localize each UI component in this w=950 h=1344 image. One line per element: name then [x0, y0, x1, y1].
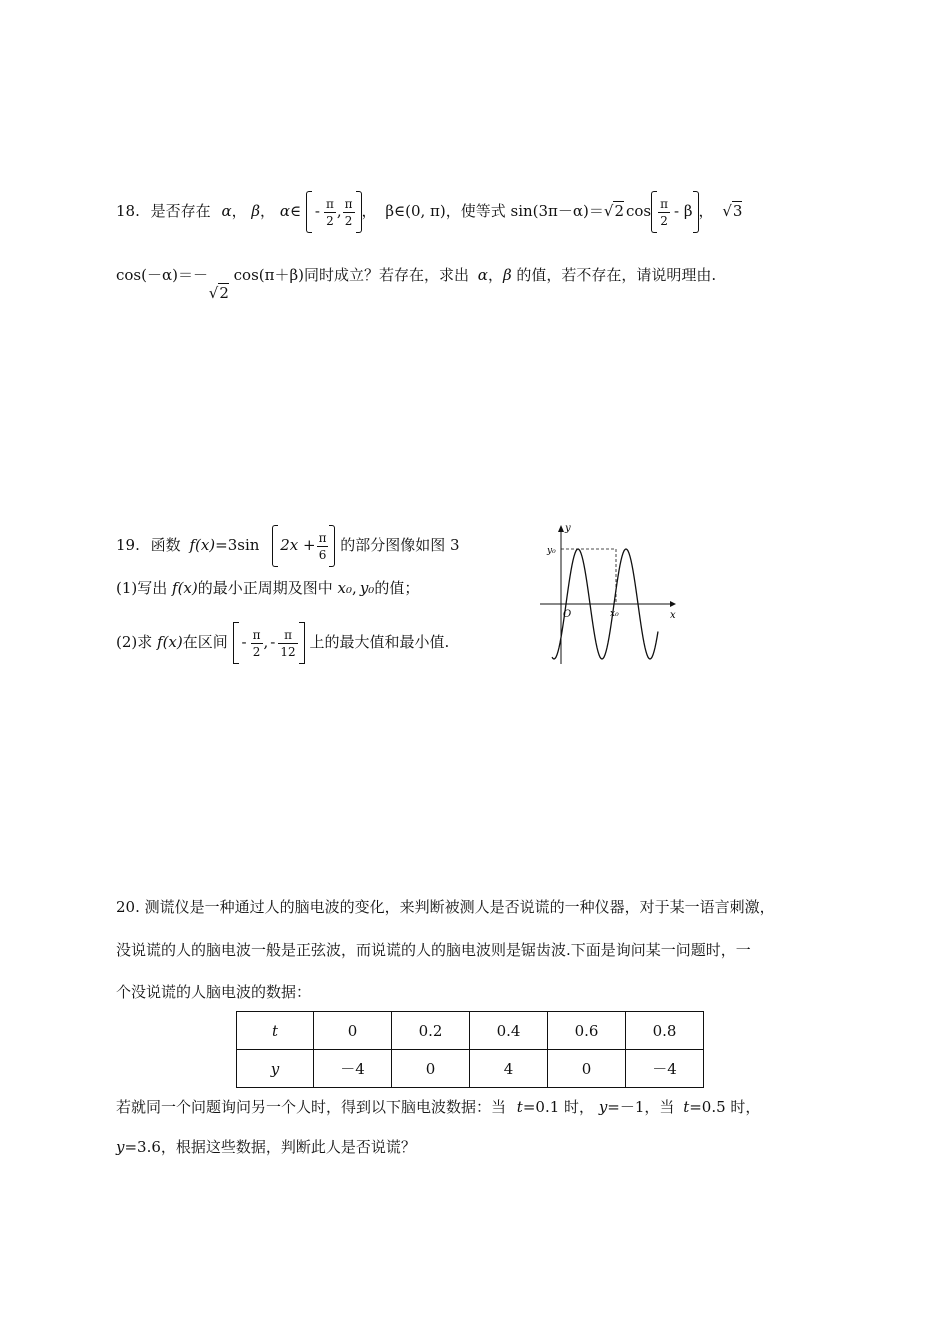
sine-graph — [536, 520, 686, 670]
q20-line3: 个没说谎的人脑电波的数据： — [116, 983, 312, 1001]
q20-l4-d: =0.5 时， — [689, 1098, 761, 1116]
q19-p1-b: 的最小正周期及图中 — [197, 579, 333, 597]
q19-text-c: 的部分图像如图 3 — [340, 536, 460, 554]
q20-line2: 没说谎的人的脑电波一般是正弦波，而说谎的人的脑电波则是锯齿波.下面是询问某一问题时，一 — [116, 941, 751, 959]
frac-pi-2 — [343, 196, 355, 229]
numerator: π — [278, 627, 297, 644]
q18-beta-domain: β∈(0, π)，使等式 sin(3π－α)＝ — [385, 202, 604, 220]
alpha-var: α — [477, 266, 488, 284]
q18-cos-neg-alpha: cos(－α)＝－ — [116, 266, 208, 284]
numerator: π — [318, 530, 327, 545]
comma: , — [263, 633, 269, 651]
q20-line1: 20. 测谎仪是一种通过人的脑电波的变化，来判断被测人是否说谎的一种仪器，对于某一语言刺激， — [116, 898, 775, 916]
q19-p1-a: (1)写出 — [116, 579, 168, 597]
cos-fn: cos — [626, 202, 652, 220]
frac-pi-2 — [658, 196, 670, 229]
q19-p1-c: 的值； — [374, 579, 420, 597]
table-cell: 4 — [470, 1050, 548, 1088]
numerator: π — [660, 196, 669, 211]
q19-part2 — [116, 622, 449, 664]
comma: , — [352, 579, 357, 597]
fx: f(x) — [157, 633, 183, 651]
table-row-y — [237, 1050, 704, 1088]
q19-p2-b: 在区间 — [182, 633, 228, 651]
comma: ， — [487, 266, 503, 284]
left-paren — [651, 191, 657, 233]
q18-text-b: cos(π＋β)同时成立？若存在，求出 — [233, 266, 470, 284]
comma: , — [336, 202, 342, 220]
brainwave-table — [236, 1011, 704, 1088]
q19-p2-c: 上的最大值和最小值. — [309, 633, 450, 651]
frac-pi-12 — [278, 627, 297, 660]
table-cell: 0.4 — [470, 1012, 548, 1050]
neg-sign: - — [241, 633, 247, 651]
fx: f(x) — [172, 579, 198, 597]
neg-sign: - — [314, 202, 320, 220]
neg-sign: - — [270, 633, 276, 651]
y-var: y — [598, 1098, 608, 1116]
frac-pi-6 — [317, 530, 329, 563]
sqrt-3: √3 — [722, 202, 743, 220]
arg-2x: 2x + — [280, 536, 316, 554]
denominator: 2 — [326, 213, 334, 228]
beta-var: β — [502, 266, 512, 284]
left-bracket — [233, 622, 239, 664]
fx: f(x) — [189, 536, 216, 554]
table-cell: 0 — [314, 1012, 392, 1050]
q19-text-a: 函数 — [150, 536, 181, 554]
denominator: 2 — [252, 644, 261, 659]
left-paren — [272, 525, 278, 567]
x-axis-label: x — [670, 610, 676, 621]
q20-line4 — [116, 1095, 760, 1119]
q20-line5 — [116, 1135, 416, 1159]
minus-beta: - β — [674, 202, 693, 220]
numerator: π — [325, 196, 334, 211]
q18-number: 18. — [116, 202, 140, 220]
radicand: 2 — [219, 284, 229, 302]
header-cell-y: y — [237, 1050, 314, 1088]
denominator: 2 — [344, 213, 353, 228]
q20-l4-a: 若就同一个问题询问另一个人时，得到以下脑电波数据：当 — [116, 1098, 507, 1116]
denominator: 12 — [280, 644, 296, 659]
comma: ， — [260, 202, 276, 220]
in-symbol: ∈ — [289, 202, 302, 220]
numerator: π — [252, 627, 261, 642]
right-paren — [329, 525, 335, 567]
frac-pi-2 — [251, 627, 263, 660]
x0-var: x₀ — [337, 579, 353, 597]
header-cell-t: t — [237, 1012, 314, 1050]
table-cell: 0.2 — [392, 1012, 470, 1050]
table-cell: 0.8 — [626, 1012, 704, 1050]
q20-l4-b: =0.1 时， — [522, 1098, 595, 1116]
frac-pi-2 — [324, 196, 336, 229]
table-cell: 0.6 — [548, 1012, 626, 1050]
comma: ， — [231, 202, 247, 220]
sqrt-2: √2 — [603, 202, 624, 220]
q18-text-a: 是否存在 — [150, 202, 211, 220]
table-cell: 0 — [392, 1050, 470, 1088]
comma: ， — [361, 202, 377, 220]
x0-label: x₀ — [610, 609, 619, 619]
y-var: y — [116, 1138, 125, 1156]
t-var: t — [516, 1098, 523, 1116]
sqrt-2: √2 — [208, 284, 229, 302]
numerator: π — [344, 196, 353, 211]
origin-label: O — [563, 609, 572, 620]
alpha-var: α — [221, 202, 232, 220]
alpha-var: α — [279, 202, 290, 220]
table-cell: 0 — [548, 1050, 626, 1088]
beta-var: β — [251, 202, 261, 220]
q18-text-c: 的值，若不存在，请说明理由. — [516, 266, 717, 284]
x-axis-arrow — [670, 601, 676, 607]
y-axis-label: y — [565, 523, 571, 534]
y-axis-arrow — [558, 525, 564, 532]
q19-line1 — [116, 525, 460, 567]
right-bracket — [299, 622, 305, 664]
q20-l4-c: =－1，当 — [607, 1098, 675, 1116]
comma: ， — [698, 202, 714, 220]
table-cell: －4 — [626, 1050, 704, 1088]
y0-label: y₀ — [547, 546, 556, 556]
table-row-t — [237, 1012, 704, 1050]
q19-3sin: =3sin — [215, 536, 260, 554]
denominator: 2 — [660, 213, 668, 228]
q19-p2-a: (2)求 — [116, 633, 153, 651]
denominator: 6 — [318, 547, 327, 562]
left-paren — [306, 191, 312, 233]
q18-line1 — [116, 191, 742, 233]
y0-var: y₀ — [359, 579, 375, 597]
q20-l5-b: =3.6，根据这些数据，判断此人是否说谎？ — [124, 1138, 416, 1156]
radicand: 2 — [614, 202, 624, 220]
q19-part1 — [116, 576, 419, 600]
q19-number: 19. — [116, 536, 140, 554]
q18-line2 — [116, 263, 717, 302]
table-cell: －4 — [314, 1050, 392, 1088]
radicand: 3 — [732, 202, 743, 220]
t-var: t — [683, 1098, 690, 1116]
